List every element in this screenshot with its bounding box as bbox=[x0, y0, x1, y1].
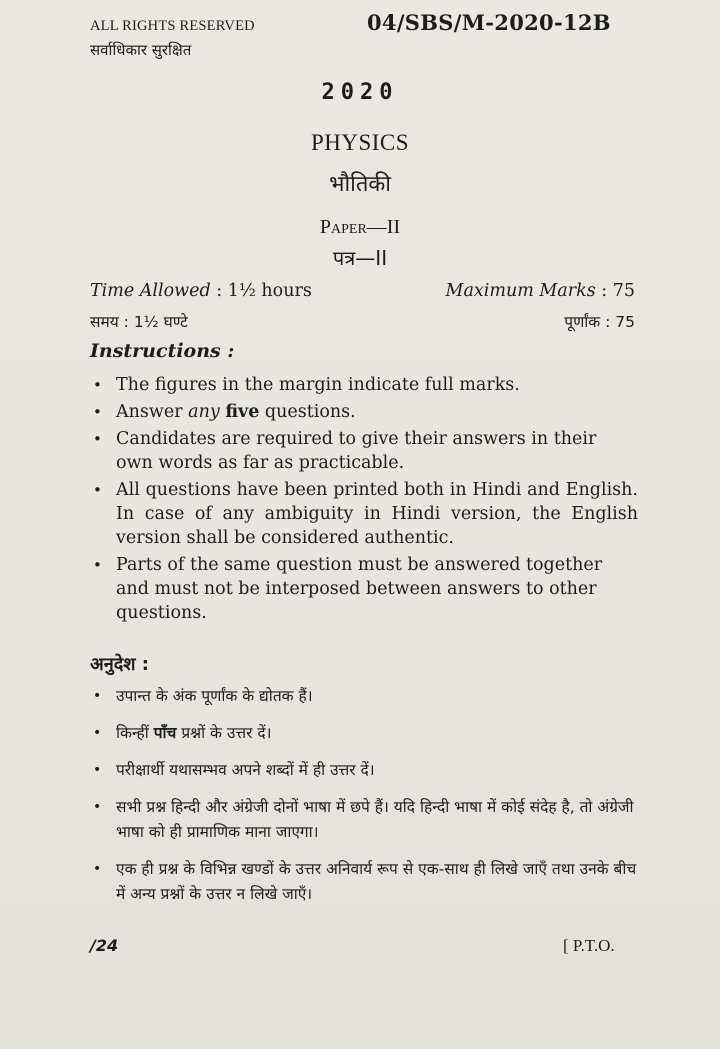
instruction-item bbox=[90, 427, 638, 475]
instruction-item-hindi bbox=[90, 684, 638, 709]
time-allowed-hindi: समय : 1½ घण्टे bbox=[90, 313, 188, 331]
instruction-text-hindi: परीक्षार्थी यथासम्भव अपने शब्दों में ही उत्तर दें। bbox=[116, 761, 375, 779]
instruction-text-part: किन्हीं bbox=[116, 724, 154, 742]
instruction-text: Candidates are required to give their answers in their own words as far as practicable. bbox=[116, 429, 597, 473]
subject-title: PHYSICS bbox=[310, 130, 410, 155]
instruction-text: The figures in the margin indicate full marks. bbox=[116, 375, 520, 395]
paper-number: Paper—II bbox=[319, 216, 401, 238]
maximum-marks-value: : 75 bbox=[601, 281, 635, 301]
time-allowed bbox=[90, 281, 312, 301]
bullet-icon: • bbox=[93, 861, 102, 877]
bullet-icon: • bbox=[93, 688, 102, 704]
instruction-item-hindi bbox=[90, 795, 638, 845]
instruction-item bbox=[90, 478, 638, 550]
maximum-marks bbox=[446, 281, 635, 301]
instructions-heading-hindi: अनुदेश : bbox=[90, 654, 150, 675]
instruction-text: Parts of the same question must be answered together and must not be interposed between answers to other questions. bbox=[116, 555, 603, 623]
bullet-icon: • bbox=[93, 725, 102, 741]
instruction-item bbox=[90, 400, 638, 424]
instruction-text-part: प्रश्नों के उत्तर दें। bbox=[176, 724, 272, 742]
maximum-marks-label: Maximum Marks bbox=[445, 281, 596, 301]
instruction-text: All questions have been printed both in Hindi and English. In case of any ambiguity in Hindi version, the English version shall be considered authentic. bbox=[116, 480, 638, 548]
bullet-icon: • bbox=[93, 481, 102, 499]
instructions-heading: Instructions : bbox=[90, 340, 235, 362]
bullet-icon: • bbox=[93, 556, 102, 574]
page-code: /24 bbox=[90, 936, 119, 955]
instruction-item bbox=[90, 373, 638, 397]
instruction-text-hindi bbox=[116, 724, 271, 742]
instruction-item-hindi bbox=[90, 758, 638, 783]
bullet-icon: • bbox=[93, 430, 102, 448]
instruction-text-part: Answer bbox=[116, 402, 189, 422]
time-marks-row-hindi bbox=[90, 310, 635, 332]
instruction-item bbox=[90, 553, 638, 625]
instruction-bold: five bbox=[225, 402, 260, 422]
all-rights-reserved-hindi-label: सर्वाधिकार सुरक्षित bbox=[90, 41, 192, 59]
instruction-text-part: questions. bbox=[259, 402, 356, 422]
bullet-icon: • bbox=[93, 403, 102, 421]
bullet-icon: • bbox=[93, 762, 102, 778]
instruction-text bbox=[116, 402, 356, 422]
instructions-list bbox=[90, 373, 638, 628]
maximum-marks-hindi: पूर्णांक : 75 bbox=[564, 313, 635, 331]
exam-year: 2020 bbox=[321, 80, 399, 105]
instruction-text-hindi: सभी प्रश्न हिन्दी और अंग्रेजी दोनों भाषा में छपे हैं। यदि हिन्दी भाषा में कोई संदेह है, तो अंग्रेजी भाषा को ही प्रामाणिक माना जाएगा। bbox=[116, 798, 634, 841]
all-rights-reserved-label: ALL RIGHTS RESERVED bbox=[90, 18, 255, 34]
instructions-list-hindi bbox=[90, 684, 638, 919]
subject-title-hindi: भौतिकी bbox=[329, 172, 391, 197]
bullet-icon: • bbox=[93, 799, 102, 815]
instruction-bold: पाँच bbox=[153, 724, 177, 742]
instruction-emphasis: any bbox=[188, 402, 220, 422]
instruction-text-hindi: उपान्त के अंक पूर्णांक के द्योतक हैं। bbox=[116, 687, 313, 705]
instruction-item-hindi bbox=[90, 857, 638, 907]
paper-number-hindi: पत्र—II bbox=[332, 246, 388, 270]
time-allowed-label: Time Allowed bbox=[90, 281, 211, 301]
instruction-text-hindi: एक ही प्रश्न के विभिन्न खण्डों के उत्तर अनिवार्य रूप से एक-साथ ही लिखे जाएँ तथा उनके बीच में अन्य प्रश्नों के उत्तर न लिखे जाएँ। bbox=[116, 860, 637, 903]
instruction-item-hindi bbox=[90, 721, 638, 746]
please-turn-over-label: [ P.T.O. bbox=[563, 936, 615, 955]
paper-code: 04/SBS/M-2020-12B bbox=[367, 10, 611, 35]
bullet-icon: • bbox=[93, 376, 102, 394]
time-allowed-value: : 1½ hours bbox=[216, 281, 312, 301]
time-marks-row bbox=[90, 281, 635, 301]
